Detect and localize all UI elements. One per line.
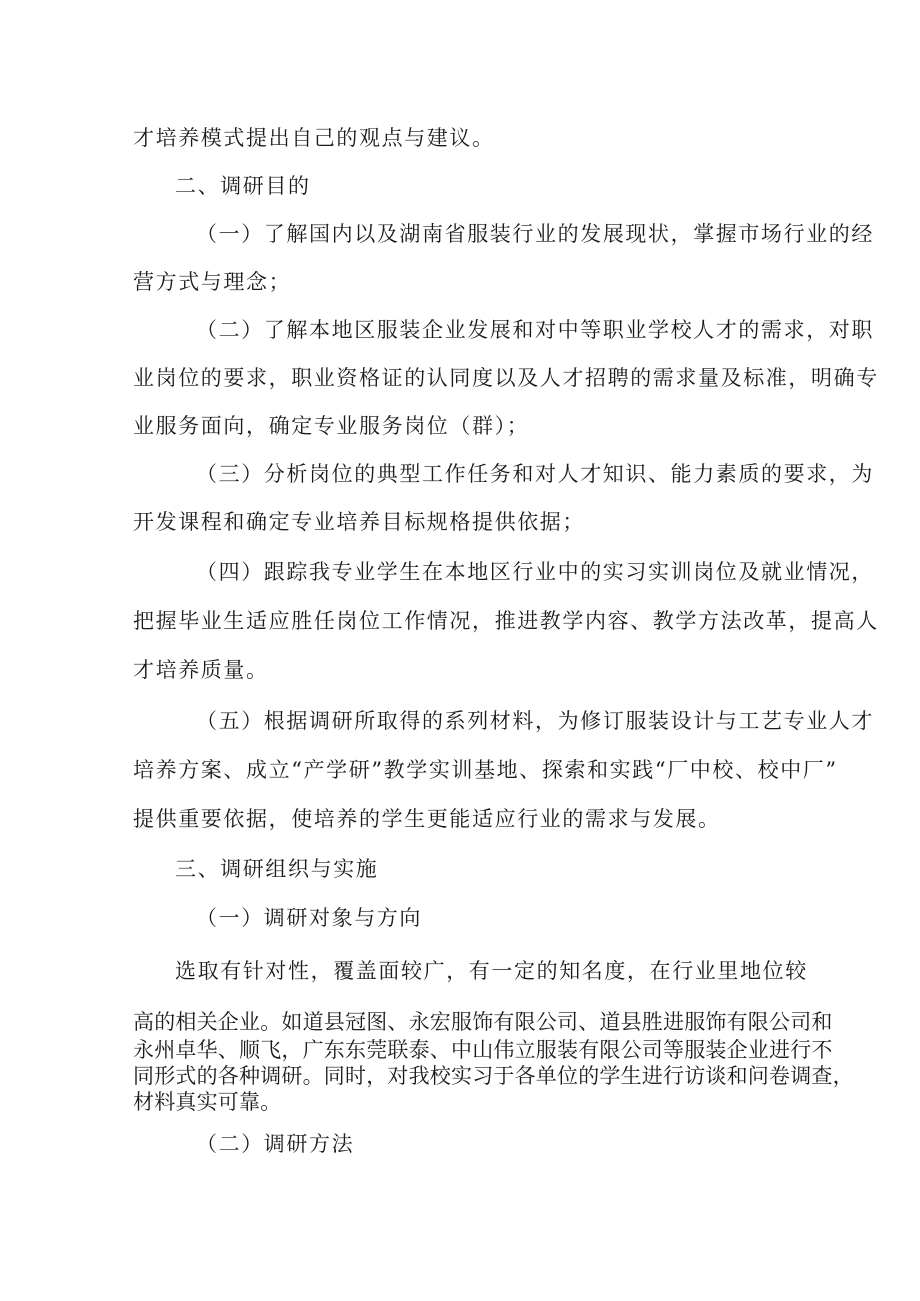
- item-5-line-2: 培养方案、成立“产学研”教学实训基地、探索和实践“厂中校、校中厂”: [133, 758, 838, 782]
- targets-paragraph-line-2: 高的相关企业。如道县冠图、永宏服饰有限公司、道县胜进服饰有限公司和: [133, 1010, 833, 1034]
- targets-paragraph-line-3: 永州卓华、顺飞，广东东莞联泰、中山伟立服装有限公司等服装企业进行不: [133, 1038, 833, 1062]
- subheading-research-methods: （二）调研方法: [196, 1132, 355, 1156]
- item-3-line-2: 开发课程和确定专业培养目标规格提供依据；: [133, 510, 585, 534]
- item-2-line-2: 业岗位的要求，职业资格证的认同度以及人才招聘的需求量及标准，明确专: [133, 366, 879, 390]
- item-5-line-3: 提供重要依据，使培养的学生更能适应行业的需求与发展。: [133, 807, 721, 831]
- item-5-line-1: （五）根据调研所取得的系列材料，为修订服装设计与工艺专业人才: [196, 709, 874, 733]
- item-1-line-2: 营方式与理念；: [133, 270, 292, 294]
- targets-paragraph-line-1: 选取有针对性，覆盖面较广，有一定的知名度，在行业里地位较: [175, 959, 808, 983]
- item-2-line-3: 业服务面向，确定专业服务岗位（群）；: [133, 414, 530, 438]
- subheading-research-targets: （一）调研对象与方向: [196, 906, 422, 930]
- section-heading-research-purpose: 二、调研目的: [175, 174, 311, 198]
- section-heading-organization: 三、调研组织与实施: [175, 857, 379, 881]
- item-2-line-1: （二）了解本地区服装企业发展和对中等职业学校人才的需求，对职: [196, 318, 874, 342]
- targets-paragraph-line-5: 材料真实可靠。: [133, 1090, 282, 1114]
- targets-paragraph-line-4: 同形式的各种调研。同时，对我校实习于各单位的学生进行访谈和问卷调查，: [133, 1064, 854, 1088]
- text-line-continuation: 才培养模式提出自己的观点与建议。: [133, 126, 495, 150]
- item-1-line-1: （一）了解国内以及湖南省服装行业的发展现状，掌握市场行业的经: [196, 222, 874, 246]
- item-4-line-1: （四）跟踪我专业学生在本地区行业中的实习实训岗位及就业情况，: [196, 560, 874, 584]
- item-3-line-1: （三）分析岗位的典型工作任务和对人才知识、能力素质的要求，为: [196, 462, 874, 486]
- item-4-line-2: 把握毕业生适应胜任岗位工作情况，推进教学内容、教学方法改革，提高人: [133, 609, 879, 633]
- item-4-line-3: 才培养质量。: [133, 658, 269, 682]
